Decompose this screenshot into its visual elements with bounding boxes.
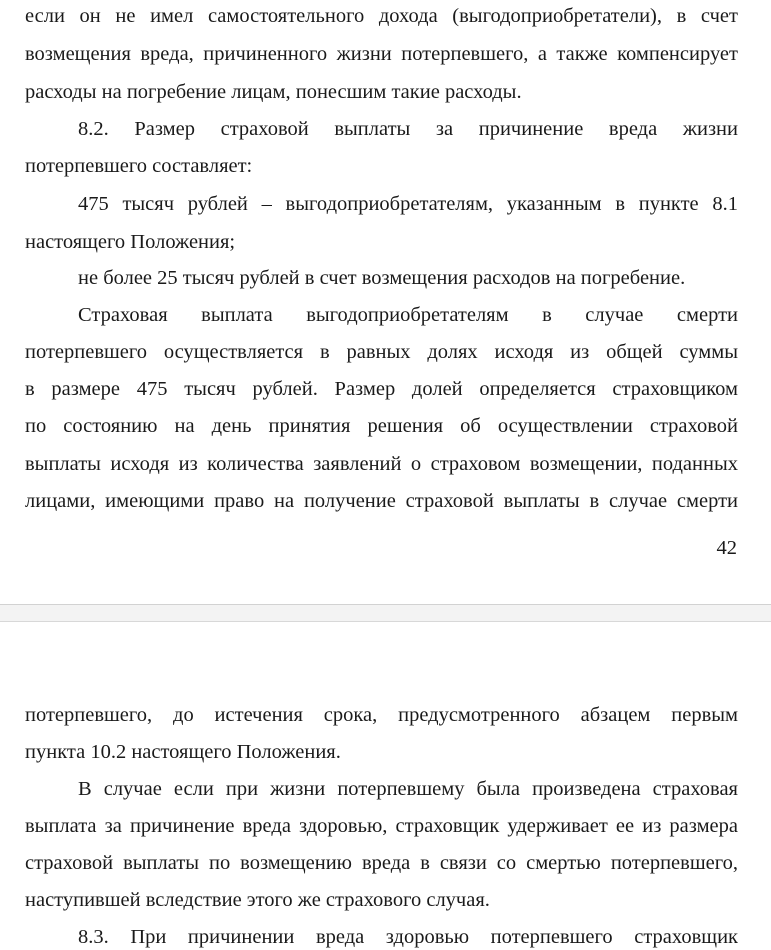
text-line: потерпевшего осуществляется в равных долях исходя из общей суммы [25,341,738,363]
text-line: 475 тысяч рублей – выгодоприобретателям, указанным в пункте 8.1 [78,193,738,215]
page-number: 42 [716,537,737,559]
text-line: выплата за причинение вреда здоровью, страховщик удерживает ее из размера [25,815,738,837]
text-line: В случае если при жизни потерпевшему была произведена страховая [78,778,738,800]
text-line: настоящего Положения; [25,231,236,253]
text-line: по состоянию на день принятия решения об осуществлении страховой [25,415,738,437]
text-line: выплаты исходя из количества заявлений о страховом возмещении, поданных [25,453,738,475]
text-line: потерпевшего, до истечения срока, предусмотренного абзацем первым [25,704,738,726]
text-line: если он не имел самостоятельного дохода (выгодоприобретатели), в счет [25,5,738,27]
text-line: возмещения вреда, причиненного жизни потерпевшего, а также компенсирует [25,43,738,65]
text-line: пункта 10.2 настоящего Положения. [25,741,341,763]
text-line: потерпевшего составляет: [25,155,253,177]
text-line: не более 25 тысяч рублей в счет возмещения расходов на погребение. [78,267,686,289]
text-line: страховой выплаты по возмещению вреда в связи со смертью потерпевшего, [25,852,738,874]
text-line: наступившей вследствие этого же страхового случая. [25,889,490,911]
text-line: расходы на погребение лицам, понесшим такие расходы. [25,81,522,103]
text-line: 8.3. При причинении вреда здоровью потерпевшего страховщик [78,926,738,948]
text-line: 8.2. Размер страховой выплаты за причинение вреда жизни [78,118,738,140]
text-line: Страховая выплата выгодоприобретателям в случае смерти [78,304,738,326]
page-separator [0,604,771,622]
document-page-43 [0,622,771,950]
text-line: лицами, имеющими право на получение страховой выплаты в случае смерти [25,490,738,512]
text-line: в размере 475 тысяч рублей. Размер долей определяется страховщиком [25,378,738,400]
